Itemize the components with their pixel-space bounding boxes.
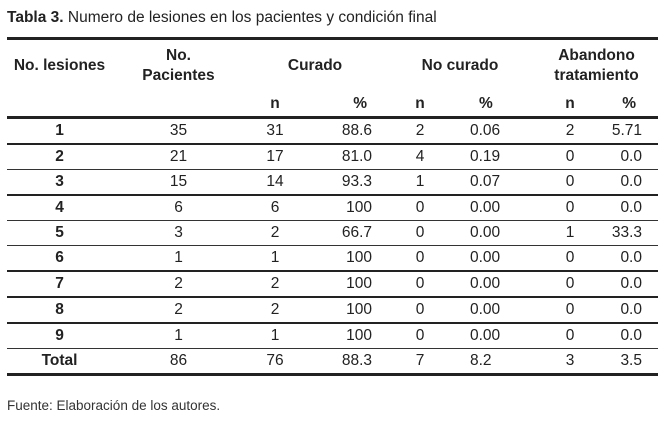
cell-curado-n: 2 — [245, 297, 305, 323]
cell-no-curado-n: 0 — [385, 323, 455, 349]
cell-no-curado-pct: 8.2 — [455, 349, 535, 375]
cell-pacientes: 1 — [112, 323, 245, 349]
subheader-empty — [7, 92, 112, 118]
caption-label: Tabla 3. — [7, 9, 64, 26]
cell-no-curado-pct: 0.00 — [455, 221, 535, 246]
header-abandono-line2: tratamiento — [554, 67, 639, 84]
cell-curado-pct: 88.3 — [305, 349, 385, 375]
cell-curado-n: 2 — [245, 271, 305, 297]
table-source-note: Fuente: Elaboración de los autores. — [7, 398, 221, 413]
cell-curado-pct: 100 — [305, 195, 385, 221]
cell-abandono-pct: 3.5 — [605, 349, 658, 375]
cell-lesiones: 7 — [7, 271, 112, 297]
cell-lesiones: 4 — [7, 195, 112, 221]
cell-no-curado-pct: 0.06 — [455, 118, 535, 145]
subheader-percent: % — [605, 92, 658, 118]
header-pacientes-line1: No. — [166, 47, 191, 64]
cell-curado-pct: 100 — [305, 271, 385, 297]
cell-curado-n: 6 — [245, 195, 305, 221]
header-pacientes — [112, 39, 245, 93]
cell-abandono-pct: 5.71 — [605, 118, 658, 145]
cell-abandono-pct: 0.0 — [605, 246, 658, 272]
table-row — [7, 271, 658, 297]
cell-lesiones: 8 — [7, 297, 112, 323]
table-row — [7, 297, 658, 323]
table-row — [7, 118, 658, 145]
cell-no-curado-n: 0 — [385, 246, 455, 272]
cell-pacientes: 2 — [112, 297, 245, 323]
cell-curado-n: 14 — [245, 170, 305, 196]
cell-no-curado-n: 2 — [385, 118, 455, 145]
cell-no-curado-n: 7 — [385, 349, 455, 375]
cell-curado-n: 1 — [245, 323, 305, 349]
table-row — [7, 144, 658, 170]
cell-no-curado-n: 0 — [385, 297, 455, 323]
cell-curado-pct: 100 — [305, 323, 385, 349]
cell-abandono-n: 3 — [535, 349, 605, 375]
cell-lesiones: 5 — [7, 221, 112, 246]
table-row — [7, 195, 658, 221]
cell-pacientes: 3 — [112, 221, 245, 246]
cell-curado-pct: 100 — [305, 246, 385, 272]
cell-pacientes: 1 — [112, 246, 245, 272]
cell-abandono-pct: 33.3 — [605, 221, 658, 246]
table-row — [7, 221, 658, 246]
subheader-n: n — [385, 92, 455, 118]
cell-pacientes: 21 — [112, 144, 245, 170]
table-row — [7, 323, 658, 349]
cell-pacientes: 6 — [112, 195, 245, 221]
cell-abandono-pct: 0.0 — [605, 297, 658, 323]
cell-abandono-n: 0 — [535, 271, 605, 297]
subheader-percent: % — [455, 92, 535, 118]
cell-lesiones: Total — [7, 349, 112, 375]
header-curado: Curado — [245, 39, 385, 93]
cell-curado-n: 31 — [245, 118, 305, 145]
cell-pacientes: 35 — [112, 118, 245, 145]
cell-pacientes: 2 — [112, 271, 245, 297]
cell-abandono-n: 0 — [535, 144, 605, 170]
table-row — [7, 246, 658, 272]
cell-abandono-n: 2 — [535, 118, 605, 145]
cell-abandono-n: 0 — [535, 297, 605, 323]
cell-abandono-pct: 0.0 — [605, 170, 658, 196]
header-abandono — [535, 39, 658, 93]
header-lesiones: No. lesiones — [7, 39, 112, 93]
cell-curado-pct: 81.0 — [305, 144, 385, 170]
header-abandono-line1: Abandono — [558, 47, 635, 64]
cell-abandono-n: 0 — [535, 170, 605, 196]
cell-curado-n: 17 — [245, 144, 305, 170]
cell-no-curado-pct: 0.07 — [455, 170, 535, 196]
cell-no-curado-n: 4 — [385, 144, 455, 170]
header-pacientes-line2: Pacientes — [142, 67, 215, 84]
cell-curado-pct: 100 — [305, 297, 385, 323]
cell-no-curado-pct: 0.00 — [455, 297, 535, 323]
cell-curado-n: 76 — [245, 349, 305, 375]
cell-abandono-n: 0 — [535, 246, 605, 272]
cell-curado-n: 1 — [245, 246, 305, 272]
subheader-n: n — [535, 92, 605, 118]
cell-lesiones: 2 — [7, 144, 112, 170]
cell-abandono-n: 0 — [535, 195, 605, 221]
table-caption — [7, 9, 437, 27]
cell-abandono-pct: 0.0 — [605, 271, 658, 297]
cell-lesiones: 6 — [7, 246, 112, 272]
table-row — [7, 349, 658, 375]
cell-pacientes: 15 — [112, 170, 245, 196]
subheader-empty — [112, 92, 245, 118]
cell-no-curado-n: 0 — [385, 271, 455, 297]
subheader-percent: % — [305, 92, 385, 118]
cell-abandono-n: 1 — [535, 221, 605, 246]
cell-abandono-pct: 0.0 — [605, 195, 658, 221]
lesions-table — [7, 37, 658, 376]
cell-no-curado-pct: 0.00 — [455, 323, 535, 349]
caption-text: Numero de lesiones en los pacientes y condición final — [63, 9, 437, 26]
cell-curado-n: 2 — [245, 221, 305, 246]
cell-no-curado-pct: 0.00 — [455, 195, 535, 221]
table-row — [7, 170, 658, 196]
cell-no-curado-pct: 0.00 — [455, 246, 535, 272]
header-no-curado: No curado — [385, 39, 535, 93]
cell-no-curado-n: 0 — [385, 221, 455, 246]
cell-curado-pct: 93.3 — [305, 170, 385, 196]
cell-lesiones: 9 — [7, 323, 112, 349]
cell-curado-pct: 88.6 — [305, 118, 385, 145]
cell-curado-pct: 66.7 — [305, 221, 385, 246]
cell-no-curado-n: 1 — [385, 170, 455, 196]
cell-no-curado-n: 0 — [385, 195, 455, 221]
cell-abandono-n: 0 — [535, 323, 605, 349]
cell-no-curado-pct: 0.00 — [455, 271, 535, 297]
cell-lesiones: 1 — [7, 118, 112, 145]
cell-no-curado-pct: 0.19 — [455, 144, 535, 170]
cell-abandono-pct: 0.0 — [605, 323, 658, 349]
cell-lesiones: 3 — [7, 170, 112, 196]
cell-pacientes: 86 — [112, 349, 245, 375]
cell-abandono-pct: 0.0 — [605, 144, 658, 170]
subheader-n: n — [245, 92, 305, 118]
